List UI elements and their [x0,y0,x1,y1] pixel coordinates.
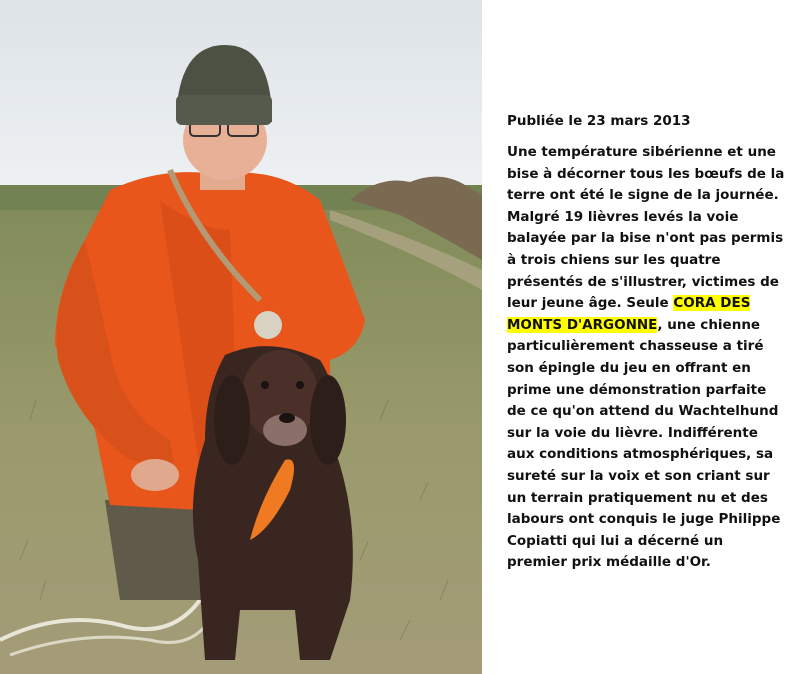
article-body [507,142,787,574]
article-text-after: , une chienne particulièrement chasseuse a tiré son épingle du jeu en offrant en prime une démonstration parfaite de ce qu'on attend du Wachtelhund sur la voie du lièvre. Indifférente aux conditions atmosphériques, sa sureté sur la voix et son criant sur un terrain pratiquement nu et des labours ont conquis le juge Philippe Copiatti qui lui a décerné un premier prix médaille d'Or. [507,316,781,571]
article-caption [507,112,787,574]
publication-date: Publiée le 23 mars 2013 [507,113,691,129]
highlighted-dog-name: CORA DES MONTS D'ARGONNE [507,295,751,333]
article-text-before: Une température sibérienne et une bise à décorner tous les bœufs de la terre ont été le signe de la journée. Malgré 19 lièvres levés la voie balayée par la bise n'ont pas permis à trois chiens sur les quatre présentés de s'illustrer, victimes de leur jeune âge. Seule [507,144,785,312]
